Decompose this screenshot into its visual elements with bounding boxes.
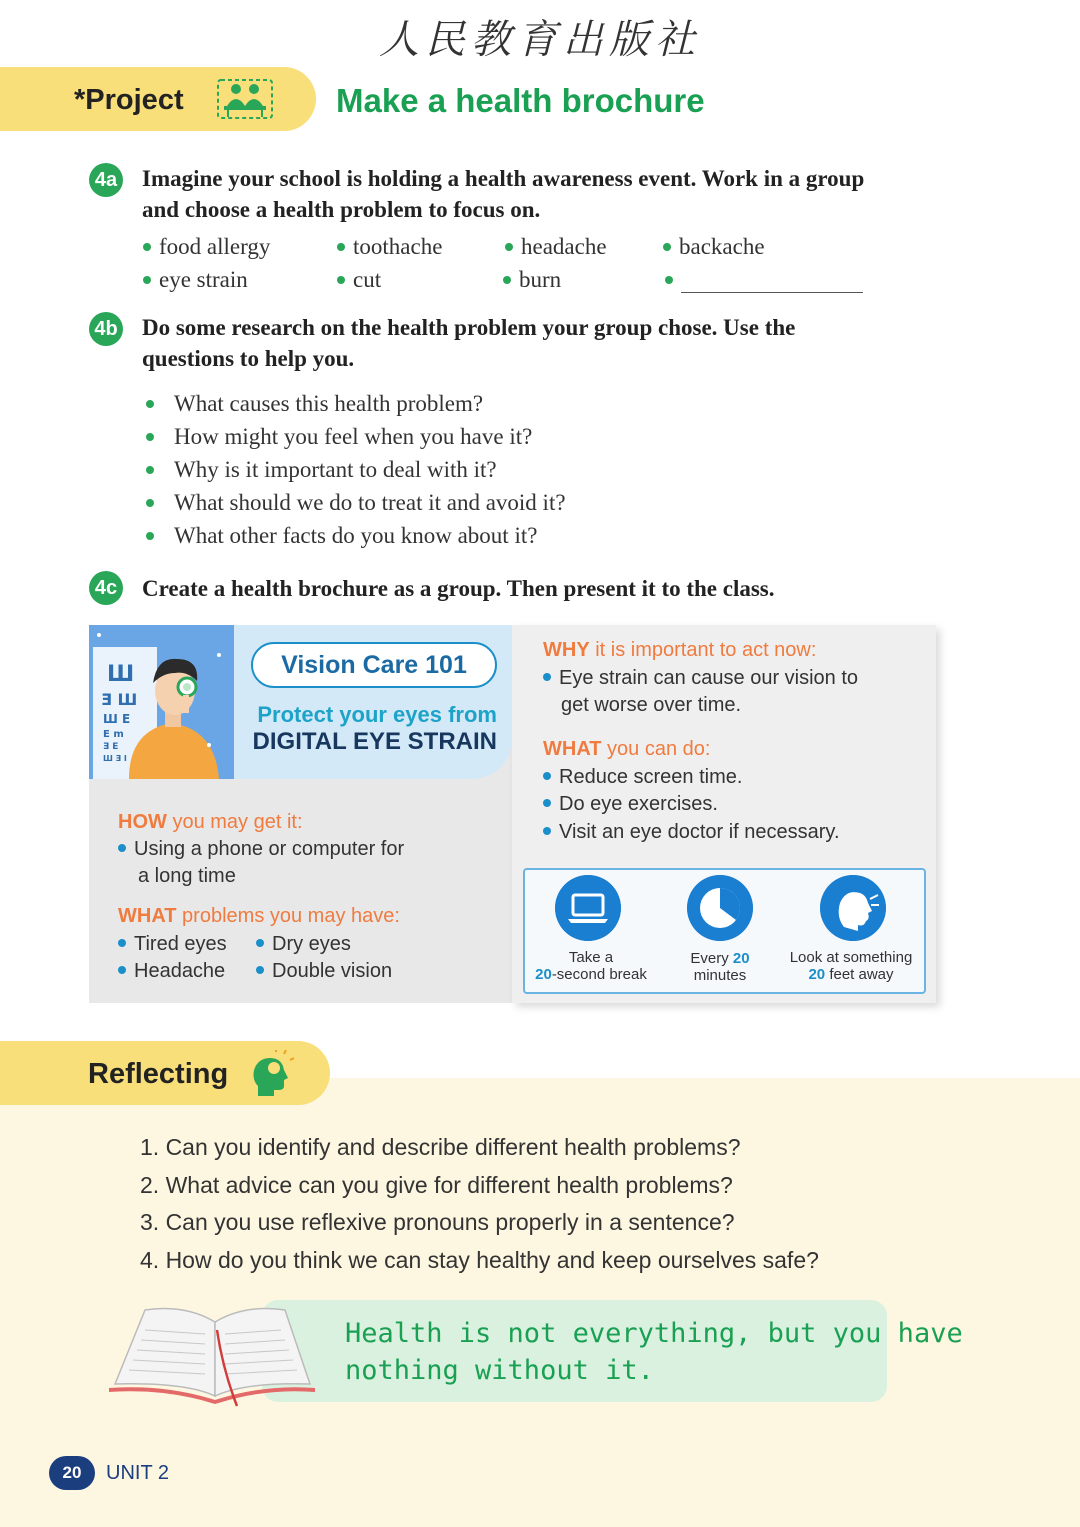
svg-text:Ǝ Ш: Ǝ Ш xyxy=(101,690,138,709)
tip-break: Take a 20-second break xyxy=(535,949,647,983)
task-4a-instruction-line1: Imagine your school is holding a health awareness event. Work in a group xyxy=(142,166,865,191)
reflecting-label: Reflecting xyxy=(88,1058,229,1090)
question-item: How might you feel when you have it? xyxy=(146,424,532,450)
svg-text:Ǝ E: Ǝ E xyxy=(103,742,119,752)
how-heading: HOW you may get it: xyxy=(118,811,303,833)
why-item: Eye strain can cause our vision to xyxy=(543,665,858,692)
reflect-question: 3. Can you use reflexive pronouns properly in a sentence? xyxy=(140,1209,735,1235)
option-item: headache xyxy=(505,234,607,260)
problem-item: Headache xyxy=(118,958,225,985)
blank-option[interactable] xyxy=(665,267,863,293)
option-item: food allergy xyxy=(143,234,270,260)
reflect-question: 2. What advice can you give for different health problems? xyxy=(140,1172,733,1198)
how-item-continued: a long time xyxy=(138,865,236,887)
task-badge-4c: 4c xyxy=(89,571,123,605)
svg-text:Ш E: Ш E xyxy=(103,712,131,726)
question-item: What should we do to treat it and avoid it? xyxy=(146,490,566,516)
problem-item: Double vision xyxy=(256,958,392,985)
tip-look-away: Look at something 20 feet away xyxy=(789,949,913,983)
page-number-badge: 20 xyxy=(49,1456,95,1490)
group-people-icon xyxy=(216,78,274,120)
svg-text:Ш Ǝ I: Ш Ǝ I xyxy=(103,754,127,763)
why-heading: WHY it is important to act now: xyxy=(543,639,817,661)
task-badge-4a: 4a xyxy=(89,163,123,197)
problem-item: Tired eyes xyxy=(118,931,227,958)
page-title: Make a health brochure xyxy=(336,82,705,119)
laptop-icon xyxy=(555,875,621,941)
can-do-item: Do eye exercises. xyxy=(543,791,718,818)
option-item: backache xyxy=(663,234,765,260)
reflect-question: 4. How do you think we can stay healthy and keep ourselves safe? xyxy=(140,1247,819,1273)
task-4c-instruction: Create a health brochure as a group. Then present it to the class. xyxy=(142,576,775,601)
option-item: eye strain xyxy=(143,267,248,293)
brochure-subtitle-2: DIGITAL EYE STRAIN xyxy=(252,728,497,755)
svg-text:Ш: Ш xyxy=(107,662,135,687)
problems-heading: WHAT problems you may have: xyxy=(118,905,400,927)
problem-item: Dry eyes xyxy=(256,931,351,958)
quote-text: Health is not everything, but you have nothing without it. xyxy=(345,1318,963,1386)
question-item: What causes this health problem? xyxy=(146,391,483,417)
brochure-title: Vision Care 101 xyxy=(251,642,497,688)
svg-text:E m: E m xyxy=(103,729,124,740)
task-4b-instruction-line2: questions to help you. xyxy=(142,346,355,371)
publisher-logo: 人民教育出版社 xyxy=(379,17,701,63)
tip-every: Every 20 minutes xyxy=(690,950,750,984)
face-looking-icon xyxy=(820,875,886,941)
option-item: burn xyxy=(503,267,561,293)
unit-label: UNIT 2 xyxy=(106,1462,169,1484)
task-4a-instruction-line2: and choose a health problem to focus on. xyxy=(142,197,541,222)
can-do-item: Visit an eye doctor if necessary. xyxy=(543,819,840,846)
question-item: Why is it important to deal with it? xyxy=(146,457,497,483)
boy-eye-chart-illustration xyxy=(89,625,234,779)
can-do-heading: WHAT you can do: xyxy=(543,738,711,760)
open-book-icon xyxy=(105,1300,315,1410)
project-label: *Project xyxy=(74,84,184,116)
how-item: Using a phone or computer for xyxy=(118,836,404,863)
option-item: cut xyxy=(337,267,381,293)
can-do-item: Reduce screen time. xyxy=(543,764,742,791)
option-item: toothache xyxy=(337,234,442,260)
task-badge-4b: 4b xyxy=(89,312,123,346)
thinking-head-icon xyxy=(250,1050,294,1098)
task-4b-instruction-line1: Do some research on the health problem your group chose. Use the xyxy=(142,315,796,340)
question-item: What other facts do you know about it? xyxy=(146,523,537,549)
why-item-continued: get worse over time. xyxy=(561,694,742,716)
brochure-subtitle-1: Protect your eyes from xyxy=(257,702,497,727)
clock-icon xyxy=(687,875,753,941)
reflect-question: 1. Can you identify and describe different health problems? xyxy=(140,1134,741,1160)
